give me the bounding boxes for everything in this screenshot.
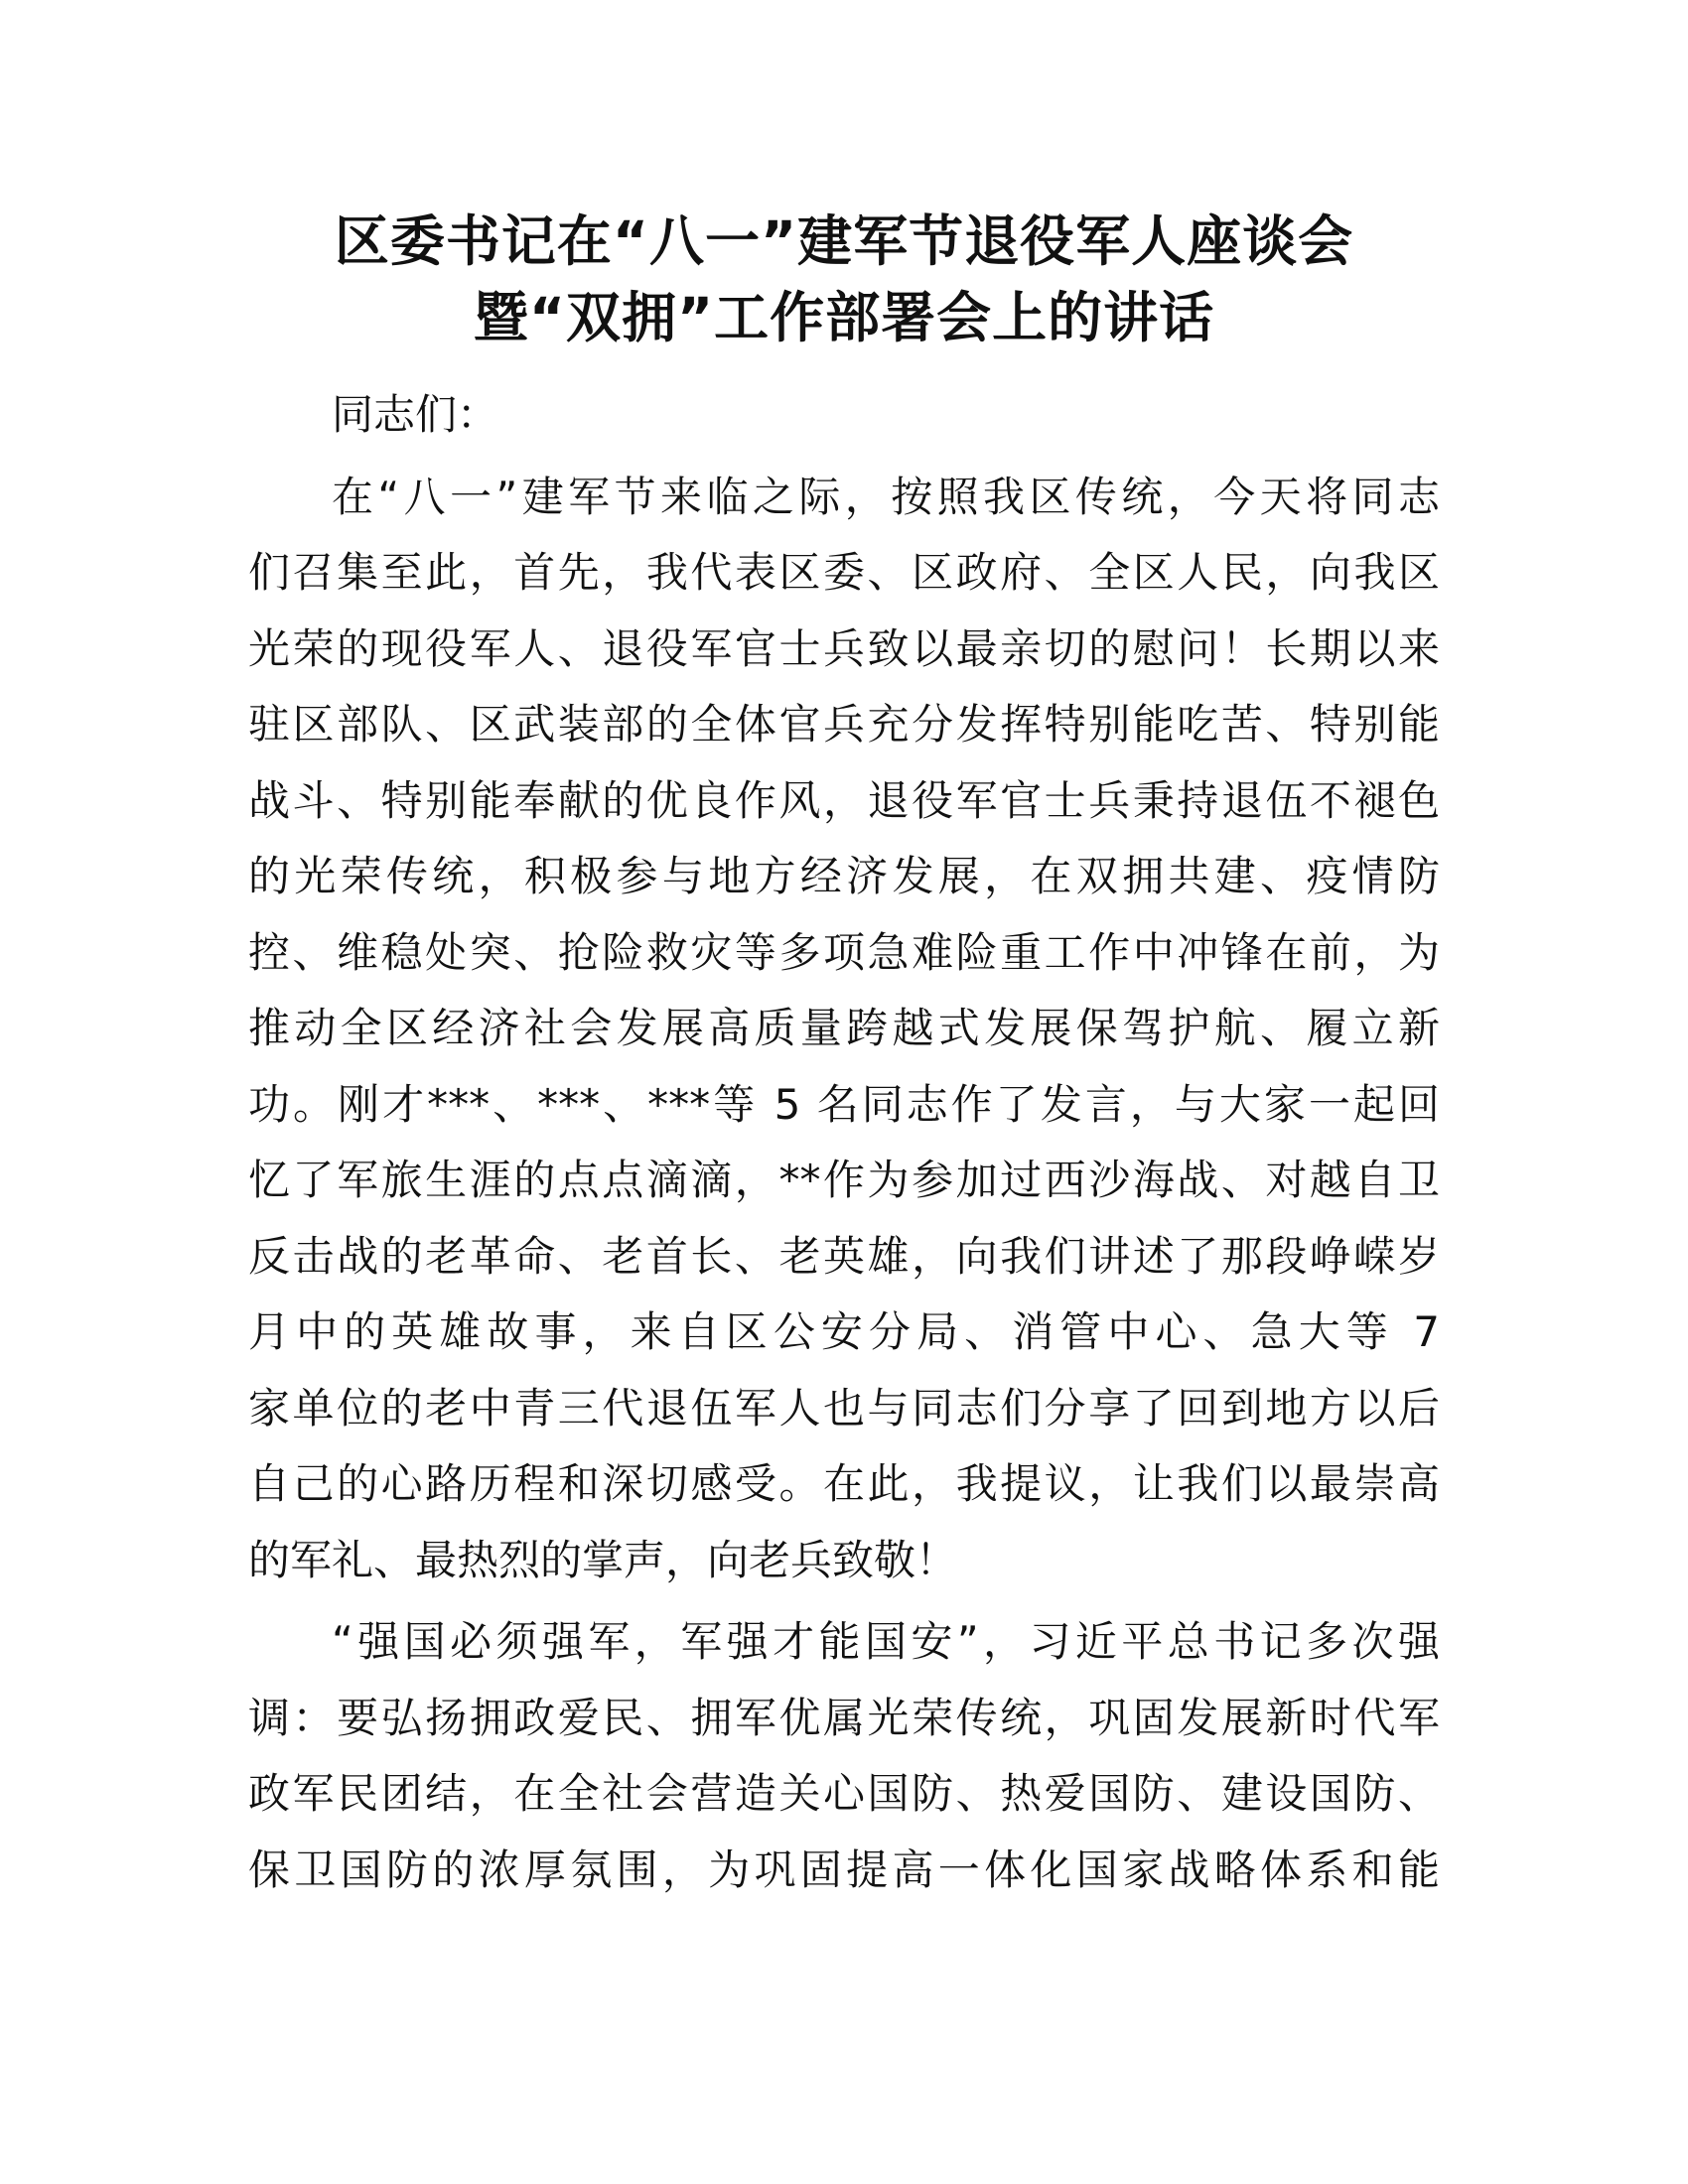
paragraph-line: “强国必须强军，军强才能国安”，习近平总书记多次强 (332, 1617, 1440, 1666)
paragraph-line: 战斗、特别能奉献的优良作风，退役军官士兵秉持退伍不褪色 (248, 775, 1440, 825)
paragraph-line: 的军礼、最热烈的掌声，向老兵致敬！ (248, 1535, 958, 1584)
paragraph-line: 政军民团结，在全社会营造关心国防、热爱国防、建设国防、 (248, 1769, 1440, 1818)
paragraph-line: 家单位的老中青三代退伍军人也与同志们分享了回到地方以后 (248, 1383, 1440, 1433)
paragraph-line: 控、维稳处突、抢险救灾等多项急难险重工作中冲锋在前，为 (248, 927, 1440, 977)
paragraph-line: 反击战的老革命、老首长、老英雄，向我们讲述了那段峥嵘岁 (248, 1231, 1440, 1281)
paragraph-line: 光荣的现役军人、退役军官士兵致以最亲切的慰问！长期以来 (248, 623, 1440, 673)
paragraph-line: 的光荣传统，积极参与地方经济发展，在双拥共建、疫情防 (248, 852, 1440, 900)
paragraph-line: 调：要弘扬拥政爱民、拥军优属光荣传统，巩固发展新时代军 (248, 1693, 1440, 1742)
paragraph-line: 忆了军旅生涯的点点滴滴，**作为参加过西沙海战、对越自卫 (248, 1156, 1440, 1204)
paragraph-line: 驻区部队、区武装部的全体官兵充分发挥特别能吃苦、特别能 (248, 700, 1440, 749)
paragraph-line: 自己的心路历程和深切感受。在此，我提议，让我们以最崇高 (248, 1459, 1440, 1508)
paragraph-line: 们召集至此，首先，我代表区委、区政府、全区人民，向我区 (248, 548, 1440, 597)
paragraph-2 (248, 1604, 1440, 1908)
salutation: 同志们： (332, 390, 499, 439)
title-line-1: 区委书记在“八一”建军节退役军人座谈会 (334, 209, 1354, 273)
paragraph-line: 功。刚才***、***、***等 5 名同志作了发言，与大家一起回 (248, 1079, 1440, 1129)
paragraph-line: 推动全区经济社会发展高质量跨越式发展保驾护航、履立新 (248, 1004, 1440, 1052)
paragraph-1 (248, 460, 1440, 1599)
paragraph-line: 在“八一”建军节来临之际，按照我区传统，今天将同志 (332, 472, 1440, 521)
paragraph-line: 月中的英雄故事，来自区公安分局、消管中心、急大等 7 (248, 1307, 1440, 1356)
document-body (248, 377, 1440, 1908)
document-title (0, 204, 1688, 356)
paragraph-line: 保卫国防的浓厚氛围，为巩固提高一体化国家战略体系和能 (248, 1844, 1440, 1894)
title-line-2: 暨“双拥”工作部署会上的讲话 (473, 286, 1215, 349)
